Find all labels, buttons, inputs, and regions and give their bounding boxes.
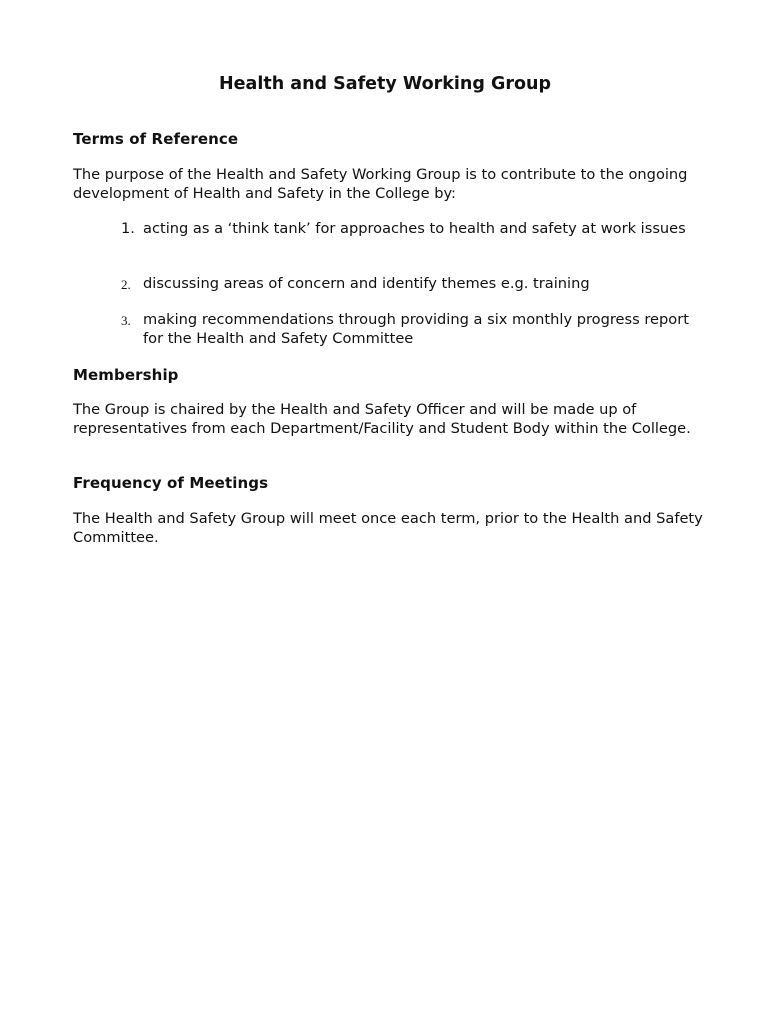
list-item-number: 3.	[121, 313, 131, 328]
list-item-number: 2.	[121, 277, 131, 292]
list-item-text: acting as a ‘think tank’ for approaches to health and safety at work issues	[143, 220, 686, 237]
list-item-text: discussing areas of concern and identify themes e.g. training	[143, 275, 590, 292]
membership-paragraph: The Group is chaired by the Health and Safety Officer and will be made up of representatives from each Department/Facility and Student Body within the College.	[73, 401, 691, 437]
list-item-number: 1.	[121, 220, 135, 237]
document-title: Health and Safety Working Group	[219, 74, 551, 94]
membership-heading: Membership	[73, 366, 179, 384]
terms-of-reference-heading: Terms of Reference	[73, 130, 239, 148]
list-item-text: making recommendations through providing a six monthly progress report for the Health and Safety Committee	[143, 311, 689, 347]
frequency-of-meetings-heading: Frequency of Meetings	[73, 474, 269, 492]
terms-intro-paragraph: The purpose of the Health and Safety Working Group is to contribute to the ongoing development of Health and Safety in the College by:	[73, 166, 688, 202]
frequency-paragraph: The Health and Safety Group will meet once each term, prior to the Health and Safety Committee.	[73, 510, 703, 546]
